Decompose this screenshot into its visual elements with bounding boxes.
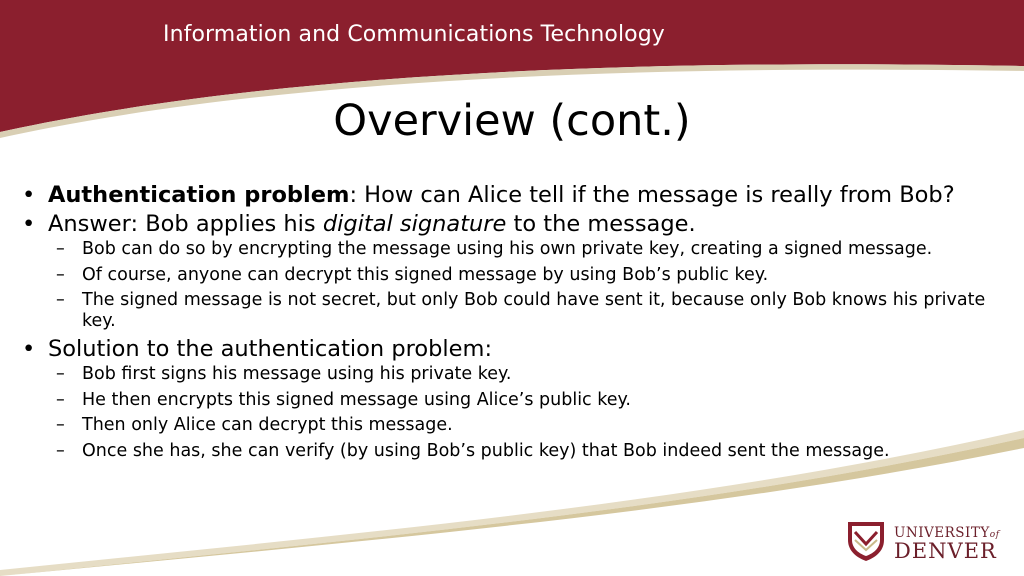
bullet-marker: • xyxy=(22,211,36,237)
header-title: Information and Communications Technology xyxy=(163,22,665,47)
dash-marker: – xyxy=(56,264,65,285)
bullet-italic-text: digital signature xyxy=(322,211,507,237)
sub-bullet-text: Then only Alice can decrypt this message. xyxy=(82,415,453,435)
sub-bullet-text: Once she has, she can verify (by using Bob’s public key) that Bob indeed sent the message. xyxy=(82,440,890,461)
sub-bullet-text: He then encrypts this signed message using Alice’s public key. xyxy=(82,389,631,410)
dash-marker: – xyxy=(56,239,65,259)
sub-bullet-item xyxy=(18,364,1008,385)
bullet-text: Answer: Bob applies his xyxy=(48,211,323,237)
bullet-text: to the message. xyxy=(506,211,696,237)
sub-bullet-text: Bob first signs his message using his private key. xyxy=(82,364,512,384)
bullet-marker: • xyxy=(22,336,36,362)
sub-bullet-text: The signed message is not secret, but only Bob could have sent it, because only Bob knows his private key. xyxy=(82,290,986,331)
bullet-item xyxy=(18,210,1008,239)
logo-of-text: of xyxy=(989,530,1000,540)
bullet-text: : How can Alice tell if the message is really from Bob? xyxy=(349,182,955,208)
dash-marker: – xyxy=(56,364,65,384)
bullet-text: Solution to the authentication problem: xyxy=(48,336,493,362)
logo-denver-text: DENVER xyxy=(894,539,997,563)
slide-body xyxy=(18,181,1008,466)
dash-marker: – xyxy=(56,389,65,410)
dash-marker: – xyxy=(56,415,65,435)
shield-icon xyxy=(846,520,886,562)
bullet-bold-text: Authentication problem xyxy=(48,182,350,208)
sub-bullet-item xyxy=(18,290,1008,331)
sub-bullet-item xyxy=(18,390,1008,411)
sub-bullet-item xyxy=(18,239,1008,260)
bullet-item xyxy=(18,335,1008,364)
dash-marker: – xyxy=(56,290,65,310)
bullet-marker: • xyxy=(22,182,36,208)
bullet-item xyxy=(18,181,1008,210)
sub-bullet-item xyxy=(18,265,1008,286)
sub-bullet-text: Bob can do so by encrypting the message using his own private key, creating a signed message. xyxy=(82,239,933,259)
dash-marker: – xyxy=(56,440,65,461)
slide-title: Overview (cont.) xyxy=(333,96,691,146)
sub-bullet-text: Of course, anyone can decrypt this signed message by using Bob’s public key. xyxy=(82,264,769,285)
university-logo xyxy=(846,520,1006,562)
logo-university-text: UNIVERSITYof xyxy=(894,525,1000,541)
